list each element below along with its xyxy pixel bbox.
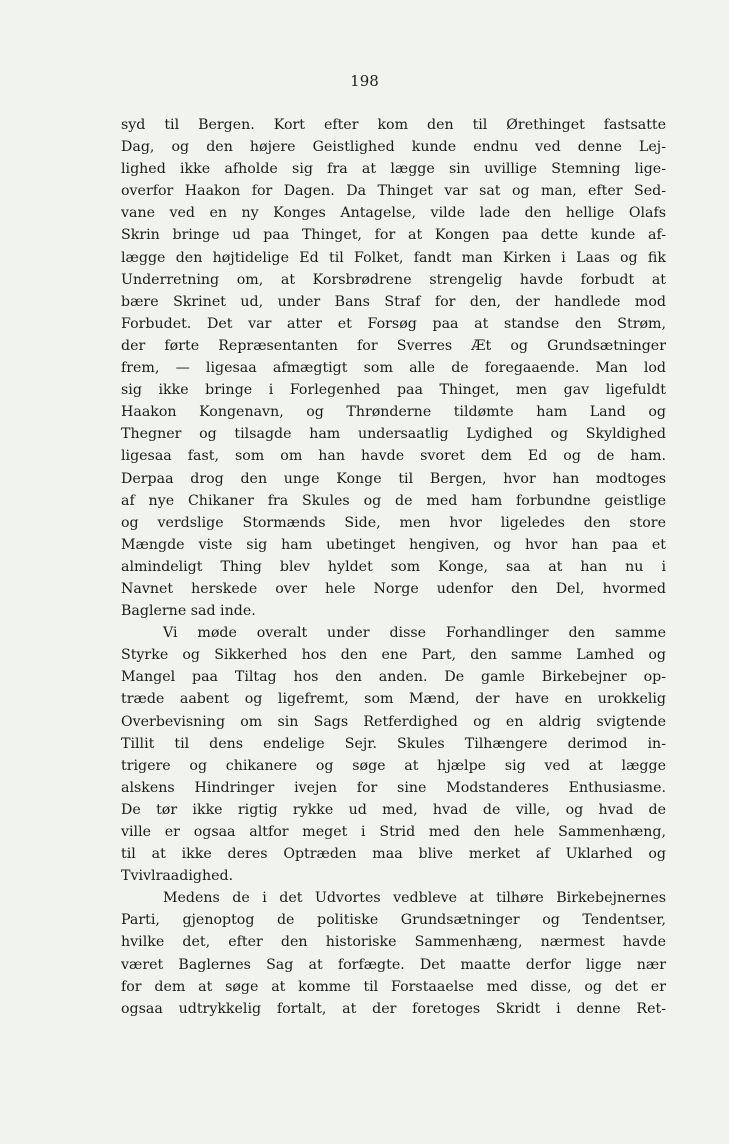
text-line: Styrke og Sikkerhed hos den ene Part, den samme Lamhed og <box>121 647 666 664</box>
text-line: Dag, og den højere Geistlighed kunde endnu ved denne Lej- <box>121 139 666 156</box>
text-line: almindeligt Thing blev hyldet som Konge, saa at han nu i <box>121 558 666 575</box>
text-line: syd til Bergen. Kort efter kom den til Ørethinget fastsatte <box>121 117 666 133</box>
text-line: sig ikke bringe i Forlegenhed paa Thinget, men gav ligefuldt <box>121 382 666 399</box>
text-line: hvilke det, efter den historiske Sammenhæng, nærmest havde <box>121 934 666 951</box>
text-line: Skrin bringe ud paa Thinget, for at Kongen paa dette kunde af- <box>121 227 666 244</box>
text-line: Mængde viste sig ham ubetinget hengiven, og hvor han paa et <box>121 536 666 553</box>
text-line: De tør ikke rigtig rykke ud med, hvad de ville, og hvad de <box>121 801 666 818</box>
text-line: Tvivlraadighed. <box>121 868 234 885</box>
text-line: Overbevisning om sin Sags Retferdighed og en aldrig svigtende <box>121 713 666 730</box>
text-line: lægge den højtidelige Ed til Folket, fandt man Kirken i Laas og fik <box>121 249 666 266</box>
text-line: lighed ikke afholde sig fra at lægge sin uvillige Stemning lige- <box>121 161 666 178</box>
text-line: været Baglernes Sag at forfægte. Det maatte derfor ligge nær <box>121 956 666 973</box>
text-line: overfor Haakon for Dagen. Da Thinget var sat og man, efter Sed- <box>121 183 666 200</box>
text-line: Medens de i det Udvortes vedbleve at tilhøre Birkebejnernes <box>163 890 666 907</box>
text-line: Thegner og tilsagde ham undersaatlig Lydighed og Skyldighed <box>121 426 666 443</box>
body-text <box>121 114 666 1020</box>
text-line: Underretning om, at Korsbrødrene strengelig havde forbudt at <box>121 271 666 288</box>
text-line: og verdslige Stormænds Side, men hvor ligeledes den store <box>121 514 666 531</box>
text-line: frem, — ligesaa afmægtigt som alle de foregaaende. Man lod <box>121 360 666 377</box>
text-line: for dem at søge at komme til Forstaaelse med disse, og det er <box>121 978 666 995</box>
text-line: trigere og chikanere og søge at hjælpe sig ved at lægge <box>121 757 666 774</box>
text-line: Baglerne sad inde. <box>121 603 256 620</box>
text-line: alskens Hindringer ivejen for sine Modstanderes Enthusiasme. <box>121 779 666 796</box>
text-line: Parti, gjenoptog de politiske Grundsætninger og Tendentser, <box>121 912 666 929</box>
text-line: Tillit til dens endelige Sejr. Skules Tilhængere derimod in- <box>121 735 666 752</box>
text-line: Haakon Kongenavn, og Thrønderne tildømte ham Land og <box>121 404 666 421</box>
text-line: af nye Chikaner fra Skules og de med ham forbundne geistlige <box>121 492 666 509</box>
text-line: vane ved en ny Konges Antagelse, vilde lade den hellige Olafs <box>121 205 666 222</box>
text-line: ville er ogsaa altfor meget i Strid med den hele Sammenhæng, <box>121 824 666 840</box>
page-number: 198 <box>350 72 379 90</box>
text-line: ogsaa udtrykkelig fortalt, at der foretoges Skridt i denne Ret- <box>121 1000 666 1017</box>
text-line: ligesaa fast, som om han havde svoret dem Ed og de ham. <box>121 448 666 465</box>
text-line: til at ikke deres Optræden maa blive merket af Uklarhed og <box>121 846 666 863</box>
text-line: Vi møde overalt under disse Forhandlinger den samme <box>163 625 666 642</box>
text-line: Derpaa drog den unge Konge til Bergen, hvor han modtoges <box>121 470 666 487</box>
text-line: bære Skrinet ud, under Bans Straf for den, der handlede mod <box>121 293 666 310</box>
text-line: Mangel paa Tiltag hos den anden. De gamle Birkebejner op- <box>121 669 666 686</box>
text-line: der førte Repræsentanten for Sverres Æt og Grundsætninger <box>121 337 666 354</box>
text-line: træde aabent og ligefremt, som Mænd, der have en urokkelig <box>121 691 666 708</box>
text-line: Forbudet. Det var atter et Forsøg paa at standse den Strøm, <box>121 315 666 332</box>
text-line: Navnet herskede over hele Norge udenfor den Del, hvormed <box>121 580 666 597</box>
